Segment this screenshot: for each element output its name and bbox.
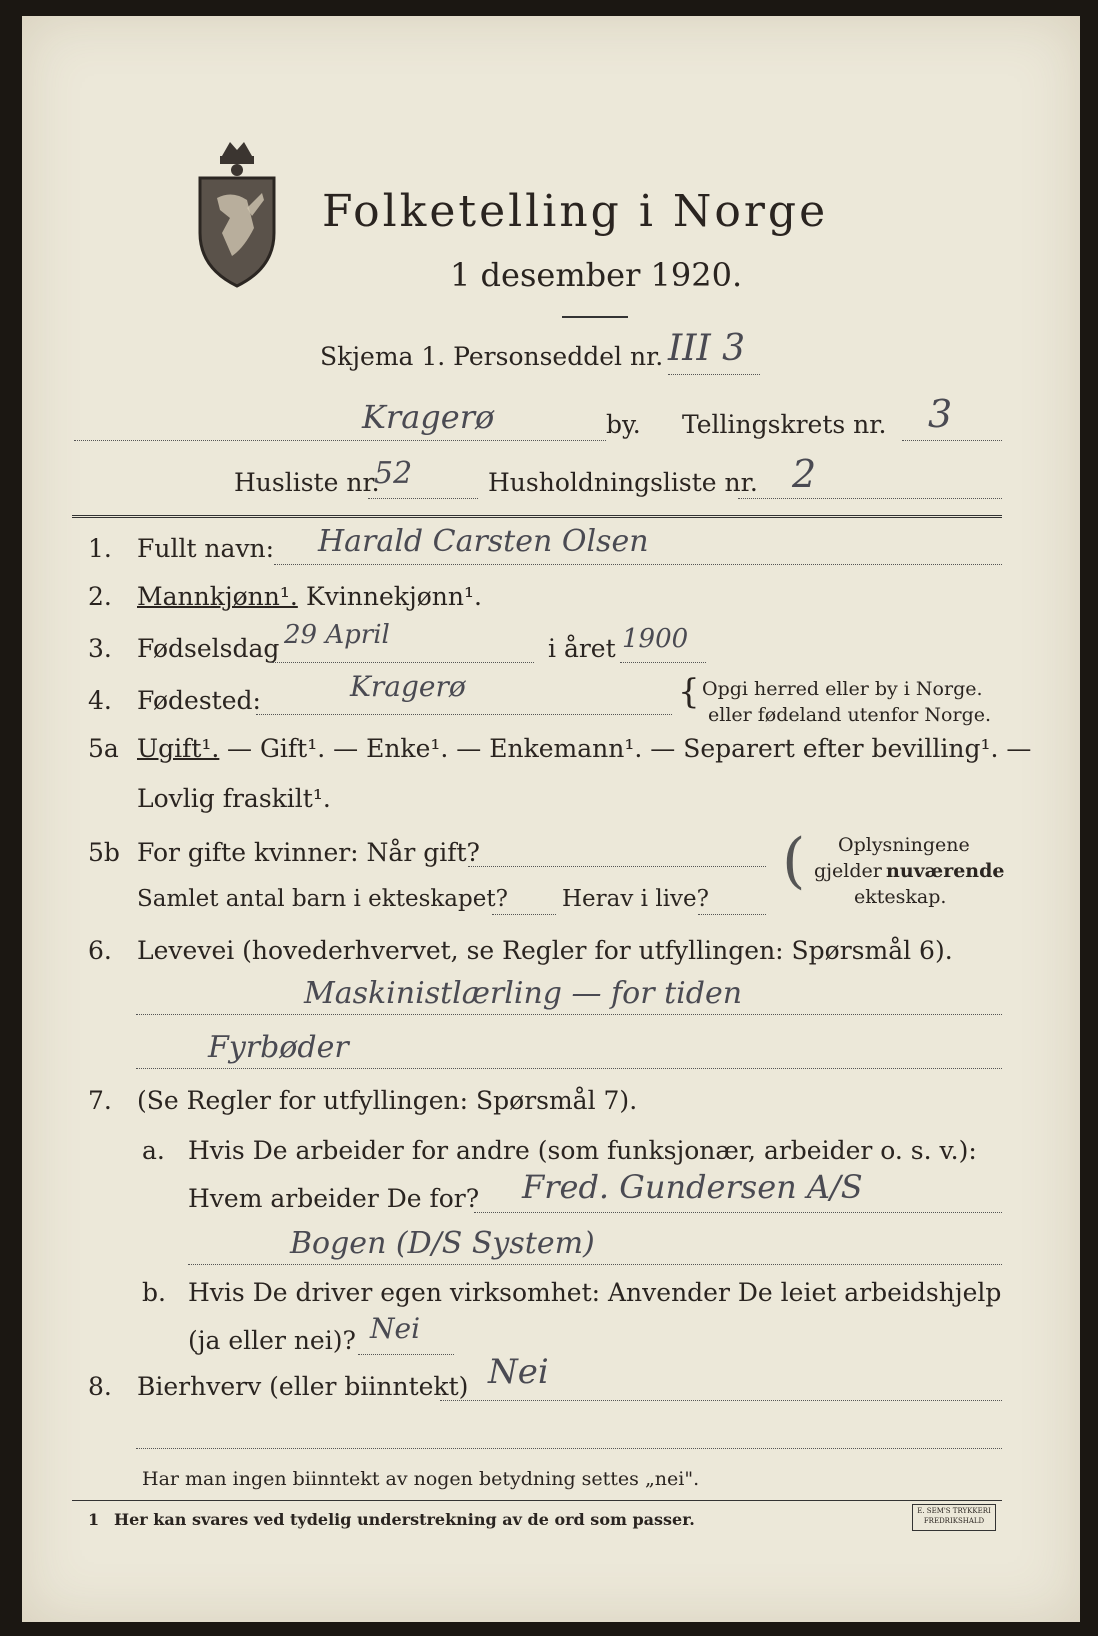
birth-year-label: i året bbox=[548, 634, 616, 663]
employer-field-line1[interactable]: Fred. Gundersen A/S bbox=[522, 1168, 863, 1206]
house-list-label: Husliste nr. bbox=[234, 468, 380, 497]
district-value[interactable]: 3 bbox=[928, 392, 953, 436]
footnote-text: Her kan svares ved tydelig understrekning av de ord som passer. bbox=[114, 1510, 695, 1529]
birth-date-field[interactable]: 29 April bbox=[284, 620, 390, 650]
q7b-text: Hvis De driver egen virksomhet: Anvender De leiet arbeidshjelp bbox=[188, 1278, 1002, 1307]
footnote-number: 1 bbox=[88, 1510, 100, 1529]
q5b-children-label: Samlet antal barn i ekteskapet? bbox=[137, 886, 508, 912]
form-title: Folketelling i Norge bbox=[322, 186, 829, 237]
footer-rule bbox=[72, 1500, 1002, 1501]
q8-number: 8. bbox=[88, 1372, 112, 1401]
household-list-label: Husholdningsliste nr. bbox=[488, 468, 758, 497]
coat-of-arms-icon bbox=[192, 138, 282, 288]
q4-note-line1: Opgi herred eller by i Norge. bbox=[702, 678, 983, 700]
q6-number: 6. bbox=[88, 936, 112, 965]
schema-label: Skjema 1. Personseddel nr. bbox=[320, 342, 664, 371]
marital-unmarried-option[interactable]: Ugift¹. bbox=[137, 734, 220, 763]
q5b-note-line1: Oplysningene bbox=[838, 834, 970, 856]
city-value[interactable]: Kragerø bbox=[362, 398, 495, 436]
q5b-note-line3: ekteskap. bbox=[854, 886, 947, 908]
q4-note-line2: eller fødeland utenfor Norge. bbox=[708, 704, 992, 726]
footer-note: Har man ingen biinntekt av nogen betydning settes „nei". bbox=[142, 1468, 700, 1490]
hired-help-field[interactable]: Nei bbox=[370, 1312, 421, 1345]
q7b-letter: b. bbox=[142, 1278, 166, 1307]
q7-number: 7. bbox=[88, 1086, 112, 1115]
occupation-field-line1[interactable]: Maskinistlærling — for tiden bbox=[304, 976, 743, 1011]
q5b-alive-label: Herav i live? bbox=[562, 886, 709, 912]
q3-label: Fødselsdag bbox=[137, 634, 280, 663]
employer-field-line2[interactable]: Bogen (D/S System) bbox=[290, 1226, 595, 1261]
q2-number: 2. bbox=[88, 582, 112, 611]
title-divider bbox=[562, 316, 628, 318]
q7b-question: (ja eller nei)? bbox=[188, 1326, 356, 1355]
q5b-note-line2a: gjelder bbox=[814, 860, 882, 882]
q5b-number: 5b bbox=[88, 838, 120, 867]
house-list-value[interactable]: 52 bbox=[374, 456, 413, 491]
q7a-text: Hvis De arbeider for andre (som funksjonær, arbeider o. s. v.): bbox=[188, 1136, 977, 1165]
q7a-employer-label: Hvem arbeider De for? bbox=[188, 1184, 480, 1213]
sex-female-option[interactable]: Kvinnekjønn¹. bbox=[306, 582, 482, 611]
side-income-field[interactable]: Nei bbox=[488, 1352, 549, 1392]
q7-label: (Se Regler for utfyllingen: Spørsmål 7). bbox=[137, 1086, 638, 1115]
q1-number: 1. bbox=[88, 534, 112, 563]
q5b-brace: ( bbox=[782, 826, 806, 896]
printer-stamp bbox=[912, 1504, 996, 1531]
sex-male-option[interactable]: Mannkjønn¹. bbox=[137, 582, 298, 611]
q4-number: 4. bbox=[88, 686, 112, 715]
q5a-number: 5a bbox=[88, 734, 119, 763]
q7a-letter: a. bbox=[142, 1136, 165, 1165]
city-suffix: by. bbox=[606, 410, 641, 439]
household-list-value[interactable]: 2 bbox=[792, 452, 817, 496]
q5b-note-line2b: nuværende bbox=[886, 860, 1005, 882]
q4-brace: { bbox=[678, 672, 700, 712]
full-name-field[interactable]: Harald Carsten Olsen bbox=[318, 524, 649, 559]
q3-number: 3. bbox=[88, 634, 112, 663]
census-form bbox=[22, 16, 1080, 1622]
marital-other-options[interactable]: — Gift¹. — Enke¹. — Enkemann¹. — Separert efter bevilling¹. — bbox=[227, 734, 1032, 763]
schema-value[interactable]: III 3 bbox=[668, 328, 746, 369]
printer-stamp-line1: E. SEM'S TRYKKERI bbox=[917, 1507, 991, 1515]
marital-divorced-option[interactable]: Lovlig fraskilt¹. bbox=[137, 784, 331, 813]
occupation-field-line2[interactable]: Fyrbøder bbox=[208, 1030, 349, 1065]
q8-label: Bierhverv (eller biinntekt) bbox=[137, 1372, 469, 1401]
q6-label: Levevei (hovederhvervet, se Regler for utfyllingen: Spørsmål 6). bbox=[137, 936, 953, 965]
birthplace-field[interactable]: Kragerø bbox=[350, 670, 466, 703]
district-label: Tellingskrets nr. bbox=[682, 410, 887, 439]
q1-label: Fullt navn: bbox=[137, 534, 275, 563]
birth-year-field[interactable]: 1900 bbox=[622, 624, 689, 654]
header-rule bbox=[72, 515, 1002, 518]
census-date: 1 desember 1920. bbox=[450, 256, 743, 294]
printer-stamp-line2: FREDRIKSHALD bbox=[923, 1517, 985, 1525]
q5b-married-when-label: For gifte kvinner: Når gift? bbox=[137, 838, 480, 867]
q4-label: Fødested: bbox=[137, 686, 261, 715]
